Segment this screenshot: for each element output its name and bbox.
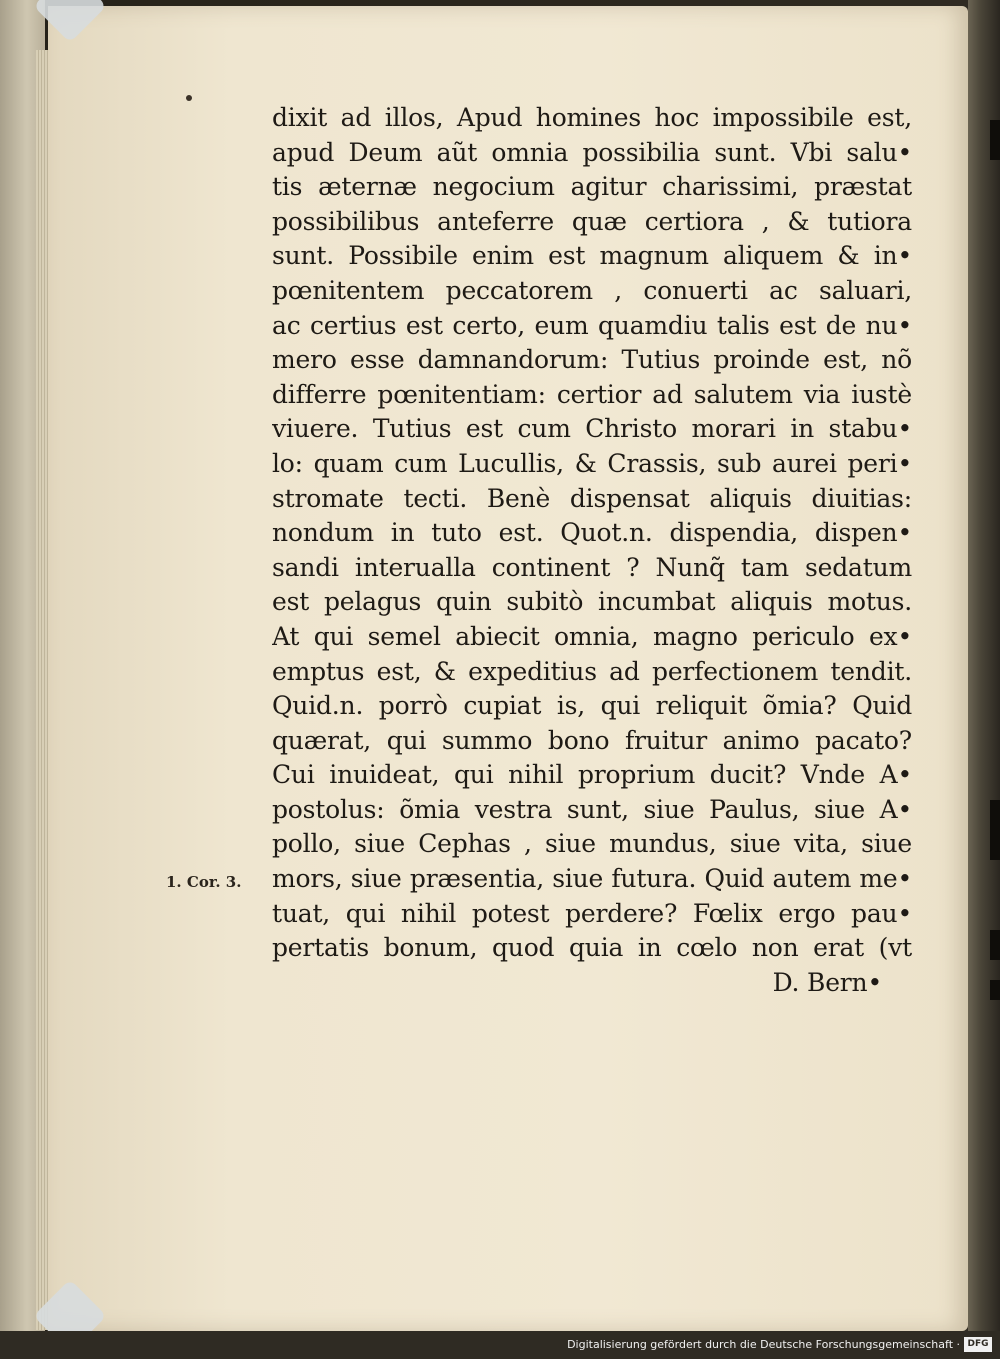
edge-shadow <box>990 930 1000 960</box>
text-line: sunt. Possibile enim est magnum aliquem & in• <box>272 241 912 271</box>
text-line: viuere. Tutius est cum Christo morari in stabu• <box>272 414 912 444</box>
text-line: mero esse damnandorum: Tutius proinde est, nõ <box>272 345 912 375</box>
text-line: quærat, qui summo bono fruitur animo pacato? <box>272 725 912 755</box>
text-line: sandi interualla continent ? Nunq̃ tam sedatum <box>272 552 912 582</box>
text-line: dixit ad illos, Apud homines hoc impossibile est, <box>272 103 912 132</box>
text-line: tis æternæ negocium agitur charissimi, præstat <box>272 172 912 202</box>
text-line: mors, siue præsentia, siue futura. Quid autem me• <box>272 864 912 894</box>
catchword: D. Bern• <box>772 967 882 997</box>
text-line: nondum in tuto est. Quot.n. dispendia, dispen• <box>272 518 912 548</box>
footer-credit: Digitalisierung gefördert durch die Deutsche Forschungsgemeinschaft · <box>567 1338 960 1351</box>
text-line: lo: quam cum Lucullis, & Crassis, sub aurei peri• <box>272 448 912 478</box>
text-line: tuat, qui nihil potest perdere? Fœlix ergo pau• <box>272 898 912 928</box>
footer-bar <box>0 1331 1000 1359</box>
text-line: pœnitentem peccatorem , conuerti ac saluari, <box>272 275 912 305</box>
text-line: pollo, siue Cephas , siue mundus, siue vita, siue <box>272 829 912 859</box>
text-line: ac certius est certo, eum quamdiu talis est de nu• <box>272 310 912 340</box>
text-line: stromate tecti. Benè dispensat aliquis diuitias: <box>272 483 912 513</box>
margin-note: 1. Cor. 3. <box>166 873 242 891</box>
edge-shadow <box>990 980 1000 1000</box>
body-text <box>272 101 912 1000</box>
dfg-logo[interactable]: DFG <box>964 1337 992 1352</box>
right-page-edge <box>968 0 1000 1359</box>
edge-shadow <box>990 800 1000 860</box>
text-line: differre pœnitentiam: certior ad salutem via iustè <box>272 379 912 409</box>
ink-mark <box>186 95 192 101</box>
text-line: Quid.n. porrò cupiat is, qui reliquit õmia? Quid <box>272 691 912 721</box>
text-line: postolus: õmia vestra sunt, siue Paulus, siue A• <box>272 794 912 824</box>
text-line: apud Deum aũt omnia possibilia sunt. Vbi salu• <box>272 137 912 167</box>
text-line: pertatis bonum, quod quia in cœlo non erat (vt <box>272 933 912 963</box>
text-line: At qui semel abiecit omnia, magno periculo ex• <box>272 621 912 651</box>
edge-shadow <box>990 120 1000 160</box>
text-line: est pelagus quin subitò incumbat aliquis motus. <box>272 587 912 617</box>
text-line: Cui inuideat, qui nihil proprium ducit? Vnde A• <box>272 760 912 790</box>
text-line: emptus est, & expeditius ad perfectionem tendit. <box>272 656 912 686</box>
text-line: possibilibus anteferre quæ certiora , & tutiora <box>272 206 912 236</box>
